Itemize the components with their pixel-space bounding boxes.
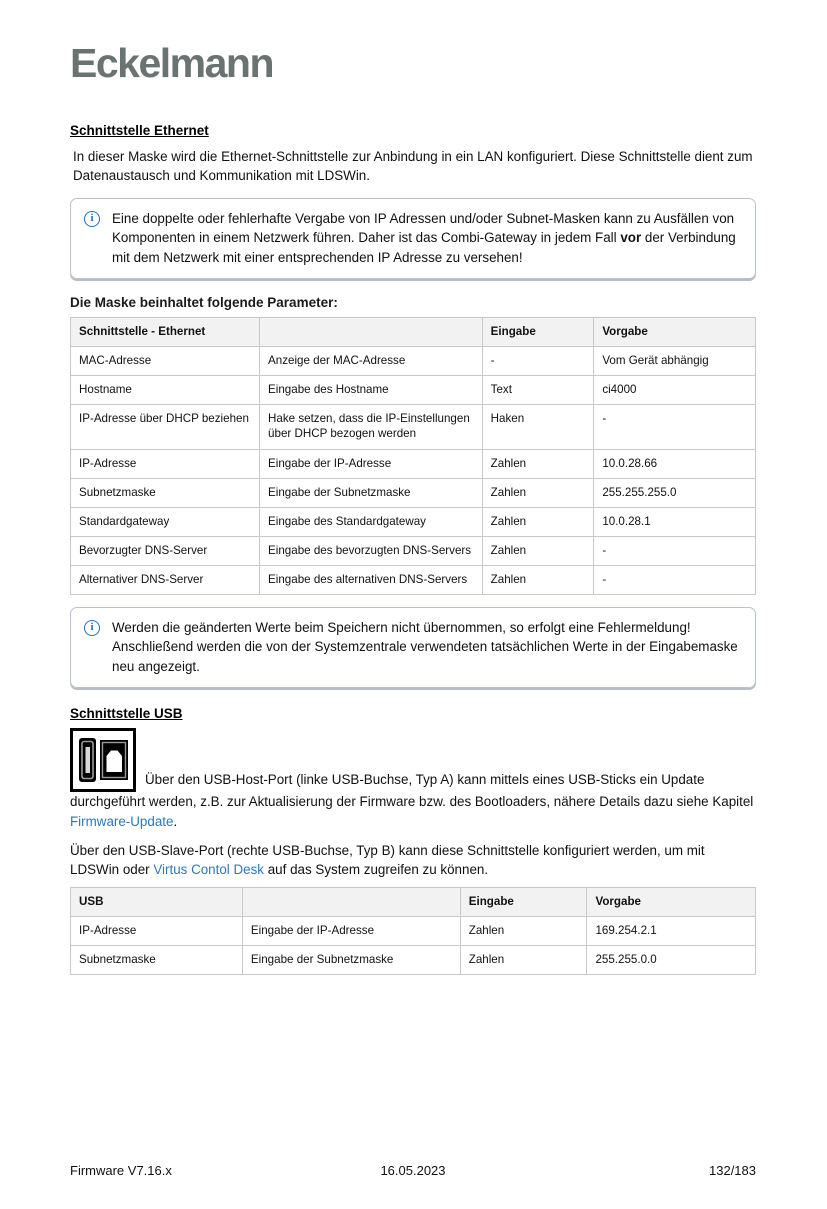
table-cell: Eingabe des Hostname (260, 376, 483, 405)
table-cell: Text (482, 376, 594, 405)
table-cell: Eingabe der Subnetzmaske (260, 478, 483, 507)
usb-ports-icon (70, 728, 136, 792)
footer-date: 16.05.2023 (380, 1163, 446, 1178)
table-row (71, 405, 756, 449)
note-text: Werden die geänderten Werte beim Speichern nicht übernommen, so erfolgt eine Fehlermeldung! Anschließend werden die von der Systemzentrale verwendeten tatsächlichen Werte in der Eingabemaske neu angezeigt. (112, 619, 738, 674)
note1-bold-word: vor (620, 230, 642, 246)
table-cell: Haken (482, 405, 594, 449)
table-row (71, 565, 756, 594)
table-cell: Zahlen (482, 536, 594, 565)
table-header-cell: USB (71, 887, 243, 916)
table-cell: 255.255.0.0 (587, 946, 756, 975)
table-cell: Eingabe des bevorzugten DNS-Servers (260, 536, 483, 565)
table-cell: MAC-Adresse (71, 347, 260, 376)
table-row (71, 449, 756, 478)
ethernet-intro-paragraph: In dieser Maske wird die Ethernet-Schnittstelle zur Anbindung in ein LAN konfiguriert. Diese Schnittstelle dient zum Datenaustausch und Kommunikation mit LDSWin. (73, 149, 753, 184)
usb-slave-text-end: auf das System zugreifen zu können. (264, 862, 489, 878)
table-cell: 169.254.2.1 (587, 916, 756, 945)
table-cell: Eingabe der IP-Adresse (242, 916, 460, 945)
table-header-cell (242, 887, 460, 916)
table-cell: Hake setzen, dass die IP-Einstellungen über DHCP bezogen werden (260, 405, 483, 449)
table-cell: 10.0.28.1 (594, 507, 756, 536)
table-cell: Zahlen (482, 449, 594, 478)
table-row (71, 536, 756, 565)
table-header-cell: Vorgabe (587, 887, 756, 916)
info-icon: i (84, 211, 100, 227)
table-header-cell: Vorgabe (594, 318, 756, 347)
note1-after: der Verbindung mit dem Netzwerk mit einer entsprechenden IP Adresse zu versehen! (112, 230, 736, 265)
table-header-row (71, 887, 756, 916)
usb-host-text: Über den USB-Host-Port (linke USB-Buchse, Typ A) kann mittels eines USB-Sticks ein Update durchgeführt werden, z.B. zur Aktualisierung der Firmware bzw. des Bootloaders, nähere Details dazu siehe Kapitel (70, 772, 754, 810)
ethernet-table (70, 317, 756, 595)
table-row (71, 376, 756, 405)
table-cell: - (594, 405, 756, 449)
table-row (71, 916, 756, 945)
table-cell: Zahlen (460, 946, 587, 975)
heading-usb: Schnittstelle USB (70, 706, 183, 722)
table-cell: IP-Adresse (71, 449, 260, 478)
usb-table (70, 887, 756, 975)
table-cell: Zahlen (482, 478, 594, 507)
heading-ethernet: Schnittstelle Ethernet (70, 123, 209, 138)
note1-before: Eine doppelte oder fehlerhafte Vergabe von IP Adressen und/oder Subnet-Masken kann zu Ausfällen von Komponenten in einem Netzwerk führen. Daher ist das Combi-Gateway in jedem Fall (112, 210, 735, 246)
table-row (71, 507, 756, 536)
table-header-cell: Eingabe (482, 318, 594, 347)
page-footer (70, 1163, 756, 1178)
table-header-cell: Eingabe (460, 887, 587, 916)
table-cell: Eingabe der IP-Adresse (260, 449, 483, 478)
document-page (0, 40, 827, 975)
table-cell: Vom Gerät abhängig (594, 347, 756, 376)
table-cell: - (594, 565, 756, 594)
table-cell: 255.255.255.0 (594, 478, 756, 507)
table-cell: Zahlen (482, 565, 594, 594)
table-cell: Eingabe des alternativen DNS-Servers (260, 565, 483, 594)
table-header-cell (260, 318, 483, 347)
table-row (71, 478, 756, 507)
note-text (112, 209, 741, 267)
table-cell: Alternativer DNS-Server (71, 565, 260, 594)
table-cell: - (594, 536, 756, 565)
table-cell: ci4000 (594, 376, 756, 405)
table-intro-heading: Die Maske beinhaltet folgende Parameter: (70, 295, 338, 311)
footer-firmware-version: Firmware V7.16.x (70, 1163, 172, 1178)
table-row (71, 347, 756, 376)
table-cell: IP-Adresse über DHCP beziehen (71, 405, 260, 449)
table-row (71, 946, 756, 975)
usb-slave-text: Über den USB-Slave-Port (rechte USB-Buchse, Typ B) kann diese Schnittstelle konfiguriert werden, um mit LDSWin oder (70, 843, 705, 878)
usb-host-paragraph (70, 728, 756, 831)
usb-slave-paragraph (70, 841, 756, 880)
table-cell: Hostname (71, 376, 260, 405)
eckelmann-logo: Eckelmann (70, 40, 273, 86)
usb-host-text-end: . (173, 813, 178, 829)
table-cell: Anzeige der MAC-Adresse (260, 347, 483, 376)
table-header-cell: Schnittstelle - Ethernet (71, 318, 260, 347)
table-cell: Eingabe der Subnetzmaske (242, 946, 460, 975)
table-cell: Subnetzmaske (71, 478, 260, 507)
table-header-row (71, 318, 756, 347)
table-cell: Standardgateway (71, 507, 260, 536)
note-box-ip-warning (70, 198, 756, 279)
table-cell: Subnetzmaske (71, 946, 243, 975)
firmware-update-link[interactable]: Firmware-Update (70, 813, 174, 829)
table-cell: Zahlen (460, 916, 587, 945)
table-cell: 10.0.28.66 (594, 449, 756, 478)
footer-page-number: 132/183 (709, 1163, 756, 1178)
table-cell: Bevorzugter DNS-Server (71, 536, 260, 565)
note-box-save-values (70, 607, 756, 688)
info-icon: i (84, 620, 100, 636)
table-cell: IP-Adresse (71, 916, 243, 945)
table-cell: Zahlen (482, 507, 594, 536)
table-cell: - (482, 347, 594, 376)
table-cell: Eingabe des Standardgateway (260, 507, 483, 536)
virtus-control-desk-link[interactable]: Virtus Contol Desk (153, 862, 265, 878)
